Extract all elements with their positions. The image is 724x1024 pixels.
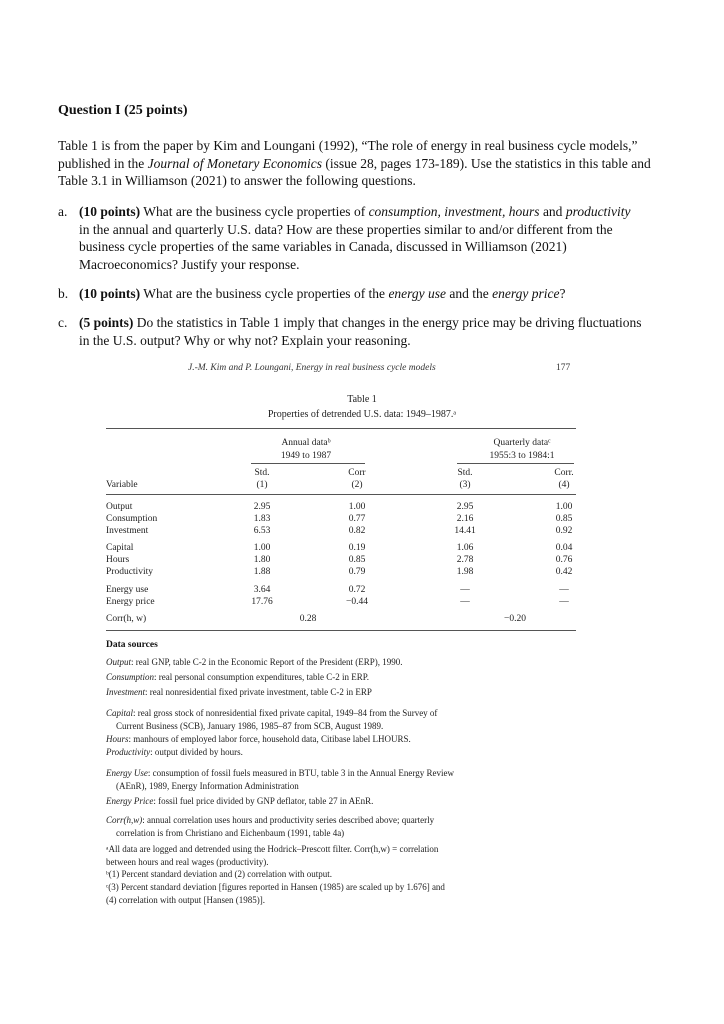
source-consumption: Consumption: real personal consumption expenditures, table C-2 in ERP. [106,672,369,682]
annual-range: 1949 to 1987 [280,451,332,461]
col-number-4: (4) [558,480,570,490]
col-number-3: (3) [459,480,471,490]
question-intro: Table 1 is from the paper by Kim and Loungani (1992), “The role of energy in real business cycle models,” published in the Journal of Monetary Economics (issue 28, pages 173-189). Use the statistics in this table and Table 3.1 in Williamson (2021) to answer the following questions. [58,138,651,188]
col-variable: Variable [106,480,138,490]
question-title: Question I (25 points) [58,103,188,118]
col-number-1: (1) [256,480,268,490]
table-header-rule [106,494,576,495]
source-energy-use: Energy Use: consumption of fossil fuels measured in BTU, table 3 in the Annual Energy Review (AEnR), 1989, Energy Information Administration [106,768,454,791]
source-output: Output: real GNP, table C-2 in the Economic Report of the President (ERP), 1990. [106,657,403,667]
annual-header: Annual dataᵇ [281,438,331,448]
data-sources-heading: Data sources [106,640,158,650]
col-header-2: Corr [348,468,366,478]
journal-name: Journal of Monetary Economics [147,155,322,171]
source-capital: Capital: real gross stock of nonresidential fixed private capital, 1949–84 from the Survey of Current Business (SCB), January 1986, 1985–87 from SCB, August 1989. [106,708,438,731]
footnote-c: ᶜ(3) Percent standard deviation [figures reported in Hansen (1985) are scaled up by 1.676] and (4) correlation with output [Hansen (1985)]. [106,882,445,905]
source-investment: Investment: real nonresidential fixed private investment, table C-2 in ERP [106,687,372,697]
running-head: J.-M. Kim and P. Loungani, Energy in real business cycle models [188,363,436,373]
quarterly-range: 1955:3 to 1984:1 [489,451,555,461]
page-number: 177 [556,363,571,373]
quarterly-header: Quarterly dataᶜ [493,438,551,448]
table-title: Table 1 [347,394,377,405]
footnote-b: ᵇ(1) Percent standard deviation and (2) correlation with output. [106,869,332,879]
source-hours: Hours: manhours of employed labor force, household data, Citibase label LHOURS. [106,734,411,744]
document-page: Question I (25 points) Table 1 is from the paper by Kim and Loungani (1992), “The role of energy in real business cycle models,” published in the Journal of Monetary Economics (issue 28, pages 173-189). Use the statistics in this table and Table 3.1 in Williamson (2021) to answer the following questions. a. (10 points) What are the business cycle properties of consumption, investment, hours and productivity in the annual and quarterly U.S. data? How are these properties similar to and/or different from the business cycle properties of the same variables in Canada, discussed in Williamson (2021) Macroeconomics? Justify your response. b. (10 points) What are the business cycle properties of the energy use and the energy price? c. (5 points) Do the statistics in Table 1 imply that changes in the energy price may be driving fluctuations in the U.S. output? Why or why not? Explain your reasoning. J.-M. Kim and P. Loungani, Energy in real business cycle models 177 Table 1 Properties of detrended U.S. data: 1949–1987.ᵃ Annual dataᵇ 1949 to 1987 Quarterly dataᶜ 1955:3 to 1984:1 Std. Corr Std. Corr. Variable (1) (2) (3) (4) Output 2.95 1.00 2.95 1.00 Consumption 1.83 0.77 2.16 0.85 Investment 6.53 0.82 14.41 0.92 Capital 1.00 0.19 1.06 0.04 Hours 1.80 0.85 2.78 0.76 Productivity 1.88 0.79 1.98 0.42 Energy use 3.64 0.72 — — Energy price 17.76 −0.44 — — Corr(h, w) 0.28 −0.20 Data sources Output: real GNP, table C-2 in the Economic Report of the President (ERP), 1990. Consumption: real personal consumption expenditures, table C-2 in ERP. Investment: real nonresidential fixed private investment, table C-2 in ERP Capital: real gross stock of nonresidential fixed private capital, 1949–84 from the Survey of Current Business (SCB), January 1986, 1985–87 from SCB, August 1989. Hours: manhours of employed labor force, household data, Citibase label LHOURS. Productivity: output divided by hours. Energy Use: consumption of fossil fuels measured in BTU, table 3 in the Annual Energy Review (AEnR), 1989, Energy Information Administration Energy Price: fossil fuel price divided by GNP deflator, table 27 in AEnR. Corr(h,w): annual correlation uses hours and productivity series described above; quarterly correlation is from Christiano and Eichenbaum (1991, table 4a) ᵃAll data are logged and detrended using the Hodrick–Prescott filter. Corr(h,w) = correlation between hours and real wages (productivity). ᵇ(1) Percent standard deviation and (2) correlation with output. ᶜ(3) Percent standard deviation [figures reported in Hansen (1985) are scaled up by 1.676] and (4) correlation with output [Hansen (1985)]. [0,0,724,1024]
table-top-rule [106,428,576,429]
quarterly-span-rule [457,463,574,464]
col-number-2: (2) [351,480,363,490]
annual-span-rule [251,463,365,464]
source-energy-price: Energy Price: fossil fuel price divided by GNP deflator, table 27 in AEnR. [106,796,374,806]
col-header-1: Std. [254,468,270,478]
table-subtitle: Properties of detrended U.S. data: 1949–1987.ᵃ [267,409,457,420]
footnote-a: ᵃAll data are logged and detrended using the Hodrick–Prescott filter. Corr(h,w) = correlation between hours and real wages (productivity). [106,844,439,867]
col-header-4: Corr. [554,468,574,478]
table-bottom-rule [106,630,576,631]
source-corr: Corr(h,w): annual correlation uses hours and productivity series described above; quarterly correlation is from Christiano and Eichenbaum (1991, table 4a) [106,815,435,838]
source-productivity: Productivity: output divided by hours. [106,747,243,757]
col-header-3: Std. [457,468,473,478]
